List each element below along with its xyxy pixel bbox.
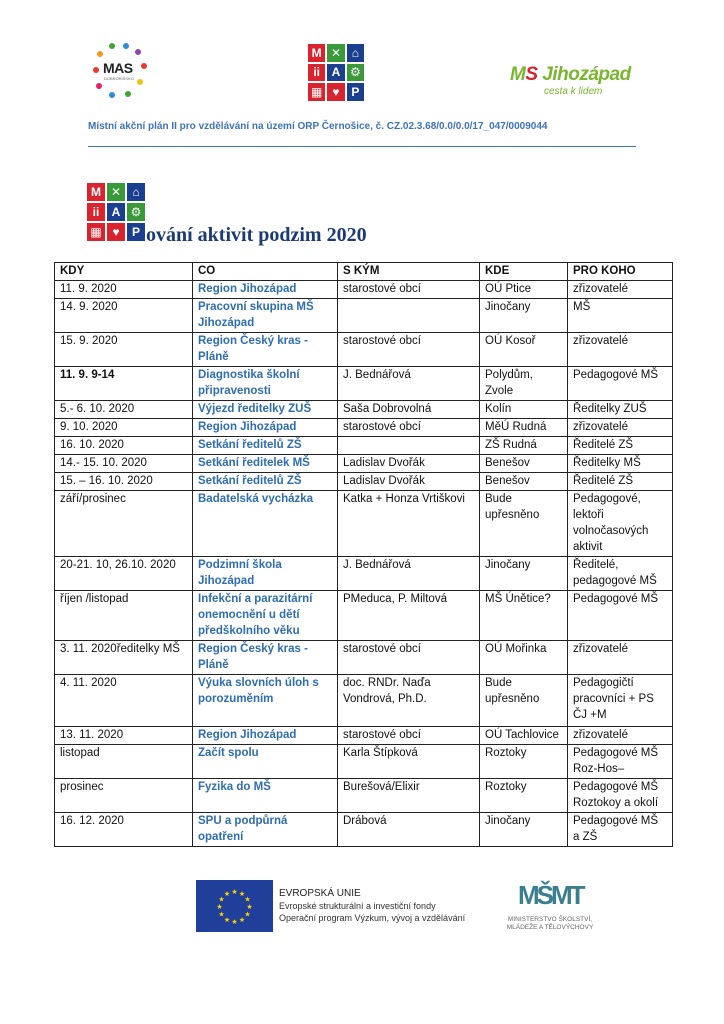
msmt-name bbox=[500, 916, 600, 932]
cell-pro-koho: zřizovatelé bbox=[568, 333, 673, 367]
cell-pro-koho: Ředitelky ZUŠ bbox=[568, 401, 673, 419]
map-logo-cell: P bbox=[127, 223, 145, 241]
cell-kde: MěÚ Rudná bbox=[480, 419, 568, 437]
msmt-mark: MŠMT bbox=[518, 880, 583, 910]
table-row bbox=[55, 455, 673, 473]
cell-co: Region Jihozápad bbox=[193, 281, 338, 299]
table-row bbox=[55, 727, 673, 745]
cell-kdy: 11. 9. 2020 bbox=[55, 281, 193, 299]
cell-pro-koho: Ředitelky MŠ bbox=[568, 455, 673, 473]
cell-s-kym: J. Bednářová bbox=[338, 367, 480, 401]
eu-title: EVROPSKÁ UNIE bbox=[279, 888, 361, 899]
map-logo-cell: ▦ bbox=[308, 83, 325, 101]
mas-dobrovicko-logo bbox=[86, 42, 156, 102]
cell-co: Region Český kras - Pláně bbox=[193, 333, 338, 367]
table-row bbox=[55, 419, 673, 437]
table-row bbox=[55, 367, 673, 401]
cell-kde: OÚ Ptice bbox=[480, 281, 568, 299]
cell-co: Region Jihozápad bbox=[193, 419, 338, 437]
cell-kde: Jinočany bbox=[480, 813, 568, 847]
cell-co: Region Jihozápad bbox=[193, 727, 338, 745]
svg-text:★: ★ bbox=[218, 895, 225, 904]
cell-pro-koho: Pedagogové MŠ a ZŠ bbox=[568, 813, 673, 847]
cell-s-kym bbox=[338, 299, 480, 333]
cell-kdy: 4. 11. 2020 bbox=[55, 675, 193, 727]
cell-pro-koho: zřizovatelé bbox=[568, 727, 673, 745]
cell-s-kym: Drábová bbox=[338, 813, 480, 847]
svg-text:★: ★ bbox=[238, 890, 246, 898]
table-row bbox=[55, 591, 673, 641]
cell-kde: Kolín bbox=[480, 401, 568, 419]
cell-kdy: 15. 9. 2020 bbox=[55, 333, 193, 367]
cell-pro-koho: Pedagogové MŠ bbox=[568, 367, 673, 401]
mas-jihozapad-prefix: M bbox=[510, 64, 526, 85]
table-row bbox=[55, 333, 673, 367]
mas-jihozapad-logo bbox=[510, 64, 631, 108]
map-logo-small bbox=[87, 183, 145, 241]
cell-kdy: říjen /listopad bbox=[55, 591, 193, 641]
map-logo-cell: ⚙ bbox=[347, 64, 364, 82]
svg-text:★: ★ bbox=[218, 910, 225, 919]
column-header-kde: KDE bbox=[480, 263, 568, 281]
cell-pro-koho: zřizovatelé bbox=[568, 419, 673, 437]
svg-text:★: ★ bbox=[246, 903, 253, 911]
cell-s-kym: starostové obcí bbox=[338, 281, 480, 299]
table-row bbox=[55, 675, 673, 727]
map-logo-cell: P bbox=[347, 83, 364, 101]
svg-text:★: ★ bbox=[216, 903, 223, 911]
cell-kdy: 11. 9. 9-14 bbox=[55, 367, 193, 401]
cell-pro-koho: Pedagogové, lektoři volnočasových aktivit bbox=[568, 491, 673, 557]
cell-s-kym bbox=[338, 437, 480, 455]
cell-kde: ZŠ Rudná bbox=[480, 437, 568, 455]
msmt-name-line-1: MINISTERSTVO ŠKOLSTVÍ, bbox=[507, 916, 593, 923]
mas-jihozapad-mid: S bbox=[525, 64, 538, 85]
cell-kde: MŠ Únětice? bbox=[480, 591, 568, 641]
cell-s-kym: Katka + Honza Vrtiškovi bbox=[338, 491, 480, 557]
activities-table bbox=[54, 262, 673, 847]
map-logo-cell: ♥ bbox=[107, 223, 125, 241]
cell-s-kym: starostové obcí bbox=[338, 333, 480, 367]
table-row bbox=[55, 299, 673, 333]
cell-kde: Polydům, Zvole bbox=[480, 367, 568, 401]
cell-co: Pracovní skupina MŠ Jihozápad bbox=[193, 299, 338, 333]
cell-pro-koho: Pedagogové MŠ Roz-Hos– bbox=[568, 745, 673, 779]
map-logo-cell: ✕ bbox=[327, 44, 344, 62]
cell-kde: Jinočany bbox=[480, 299, 568, 333]
cell-co: Výuka slovních úloh s porozuměním bbox=[193, 675, 338, 727]
cell-kde: Bude upřesněno bbox=[480, 491, 568, 557]
svg-text:★: ★ bbox=[244, 895, 251, 904]
msmt-logo bbox=[500, 880, 600, 940]
cell-kdy: 16. 10. 2020 bbox=[55, 437, 193, 455]
map-logo-cell: ii bbox=[87, 203, 105, 221]
map-logo-cell: ii bbox=[308, 64, 325, 82]
cell-s-kym: Ladislav Dvořák bbox=[338, 455, 480, 473]
map-logo-cell: ♥ bbox=[327, 83, 344, 101]
mas-jihozapad-title bbox=[510, 64, 631, 86]
table-row bbox=[55, 401, 673, 419]
cell-co: Infekční a parazitární onemocnění u dětí předškolního věku bbox=[193, 591, 338, 641]
cell-kdy: 3. 11. 2020ředitelky MŠ bbox=[55, 641, 193, 675]
cell-s-kym: starostové obcí bbox=[338, 727, 480, 745]
table-body bbox=[55, 281, 673, 847]
cell-kde: Roztoky bbox=[480, 745, 568, 779]
cell-kdy: 20-21. 10, 26.10. 2020 bbox=[55, 557, 193, 591]
cell-kdy: 9. 10. 2020 bbox=[55, 419, 193, 437]
cell-co: Výjezd ředitelky ZUŠ bbox=[193, 401, 338, 419]
cell-co: Fyzika do MŠ bbox=[193, 779, 338, 813]
eu-line-2: Operační program Výzkum, vývoj a vzdělávání bbox=[279, 913, 466, 923]
map-logo-cell: ✕ bbox=[107, 183, 125, 201]
svg-text:★: ★ bbox=[238, 916, 246, 924]
svg-text:★: ★ bbox=[231, 918, 238, 926]
column-header-pro-koho: PRO KOHO bbox=[568, 263, 673, 281]
cell-co: Diagnostika školní připravenosti bbox=[193, 367, 338, 401]
cell-kde: Jinočany bbox=[480, 557, 568, 591]
mas-left-subtext: DOBRORIŠSKO bbox=[104, 76, 134, 81]
table-row bbox=[55, 641, 673, 675]
cell-s-kym: doc. RNDr. Naďa Vondrová, Ph.D. bbox=[338, 675, 480, 727]
cell-kde: Benešov bbox=[480, 473, 568, 491]
map-logo-top bbox=[308, 44, 364, 101]
svg-text:★: ★ bbox=[223, 916, 231, 924]
mas-jihozapad-tagline: cesta k lidem bbox=[544, 86, 603, 97]
table-row bbox=[55, 557, 673, 591]
page-title: ování aktivit podzim 2020 bbox=[146, 224, 367, 246]
cell-s-kym: PMeduca, P. Miltová bbox=[338, 591, 480, 641]
column-header-kdy: KDY bbox=[55, 263, 193, 281]
cell-kdy: listopad bbox=[55, 745, 193, 779]
mas-left-text: MAS bbox=[103, 60, 133, 76]
eu-flag-icon bbox=[196, 880, 273, 932]
cell-co: Region Český kras - Pláně bbox=[193, 641, 338, 675]
table-row bbox=[55, 745, 673, 779]
cell-co: Setkání ředitelů ZŠ bbox=[193, 437, 338, 455]
map-logo-cell: M bbox=[308, 44, 325, 62]
column-header-s-kym: S KÝM bbox=[338, 263, 480, 281]
cell-kdy: 5.- 6. 10. 2020 bbox=[55, 401, 193, 419]
map-logo-cell: ⌂ bbox=[347, 44, 364, 62]
cell-kde: OÚ Mořinka bbox=[480, 641, 568, 675]
cell-kdy: 15. – 16. 10. 2020 bbox=[55, 473, 193, 491]
table-row bbox=[55, 473, 673, 491]
map-logo-cell: ⌂ bbox=[127, 183, 145, 201]
cell-kde: Bude upřesněno bbox=[480, 675, 568, 727]
map-logo-cell: ▦ bbox=[87, 223, 105, 241]
cell-kdy: září/prosinec bbox=[55, 491, 193, 557]
cell-pro-koho: Pedagogové MŠ bbox=[568, 591, 673, 641]
cell-pro-koho: Ředitelé ZŠ bbox=[568, 437, 673, 455]
table-row bbox=[55, 779, 673, 813]
cell-pro-koho: zřizovatelé bbox=[568, 281, 673, 299]
cell-co: Setkání ředitelek MŠ bbox=[193, 455, 338, 473]
table-row bbox=[55, 437, 673, 455]
project-subtitle: Místní akční plán II pro vzdělávání na území ORP Černošice, č. CZ.02.3.68/0.0/0.0/17_047/0009044 bbox=[88, 121, 548, 132]
cell-kdy: 16. 12. 2020 bbox=[55, 813, 193, 847]
cell-s-kym: J. Bednářová bbox=[338, 557, 480, 591]
column-header-co: CO bbox=[193, 263, 338, 281]
cell-co: Badatelská vycházka bbox=[193, 491, 338, 557]
cell-s-kym: Karla Štípková bbox=[338, 745, 480, 779]
cell-co: Začít spolu bbox=[193, 745, 338, 779]
header-divider bbox=[88, 146, 636, 147]
map-logo-cell: M bbox=[87, 183, 105, 201]
svg-text:★: ★ bbox=[223, 890, 231, 898]
cell-s-kym: Ladislav Dvořák bbox=[338, 473, 480, 491]
cell-kdy: 14.- 15. 10. 2020 bbox=[55, 455, 193, 473]
cell-kdy: prosinec bbox=[55, 779, 193, 813]
cell-pro-koho: Pedagogičtí pracovníci + PS ČJ +M bbox=[568, 675, 673, 727]
cell-kdy: 13. 11. 2020 bbox=[55, 727, 193, 745]
eu-funding-text bbox=[279, 888, 465, 924]
cell-pro-koho: Pedagogové MŠ Roztokoy a okolí bbox=[568, 779, 673, 813]
cell-kde: OÚ Kosoř bbox=[480, 333, 568, 367]
map-logo-cell: A bbox=[327, 64, 344, 82]
svg-text:★: ★ bbox=[231, 888, 238, 896]
table-row bbox=[55, 491, 673, 557]
map-logo-cell: ⚙ bbox=[127, 203, 145, 221]
cell-s-kym: Saša Dobrovolná bbox=[338, 401, 480, 419]
cell-kde: Benešov bbox=[480, 455, 568, 473]
mas-jihozapad-name: Jihozápad bbox=[542, 64, 631, 85]
cell-pro-koho: Ředitelé, pedagogové MŠ bbox=[568, 557, 673, 591]
cell-s-kym: starostové obcí bbox=[338, 641, 480, 675]
cell-s-kym: Burešová/Elixir bbox=[338, 779, 480, 813]
map-logo-cell: A bbox=[107, 203, 125, 221]
cell-pro-koho: MŠ bbox=[568, 299, 673, 333]
table-row bbox=[55, 281, 673, 299]
cell-pro-koho: Ředitelé ZŠ bbox=[568, 473, 673, 491]
svg-text:★: ★ bbox=[244, 910, 251, 919]
table-header-row bbox=[55, 263, 673, 281]
cell-pro-koho: zřizovatelé bbox=[568, 641, 673, 675]
cell-co: SPU a podpůrná opatření bbox=[193, 813, 338, 847]
cell-kde: OÚ Tachlovice bbox=[480, 727, 568, 745]
cell-s-kym: starostové obcí bbox=[338, 419, 480, 437]
eu-line-1: Evropské strukturální a investiční fondy bbox=[279, 901, 436, 911]
cell-co: Setkání ředitelů ZŠ bbox=[193, 473, 338, 491]
msmt-name-line-2: MLÁDEŽE A TĚLOVÝCHOVY bbox=[506, 924, 594, 931]
table-row bbox=[55, 813, 673, 847]
cell-kde: Roztoky bbox=[480, 779, 568, 813]
cell-kdy: 14. 9. 2020 bbox=[55, 299, 193, 333]
cell-co: Podzimní škola Jihozápad bbox=[193, 557, 338, 591]
